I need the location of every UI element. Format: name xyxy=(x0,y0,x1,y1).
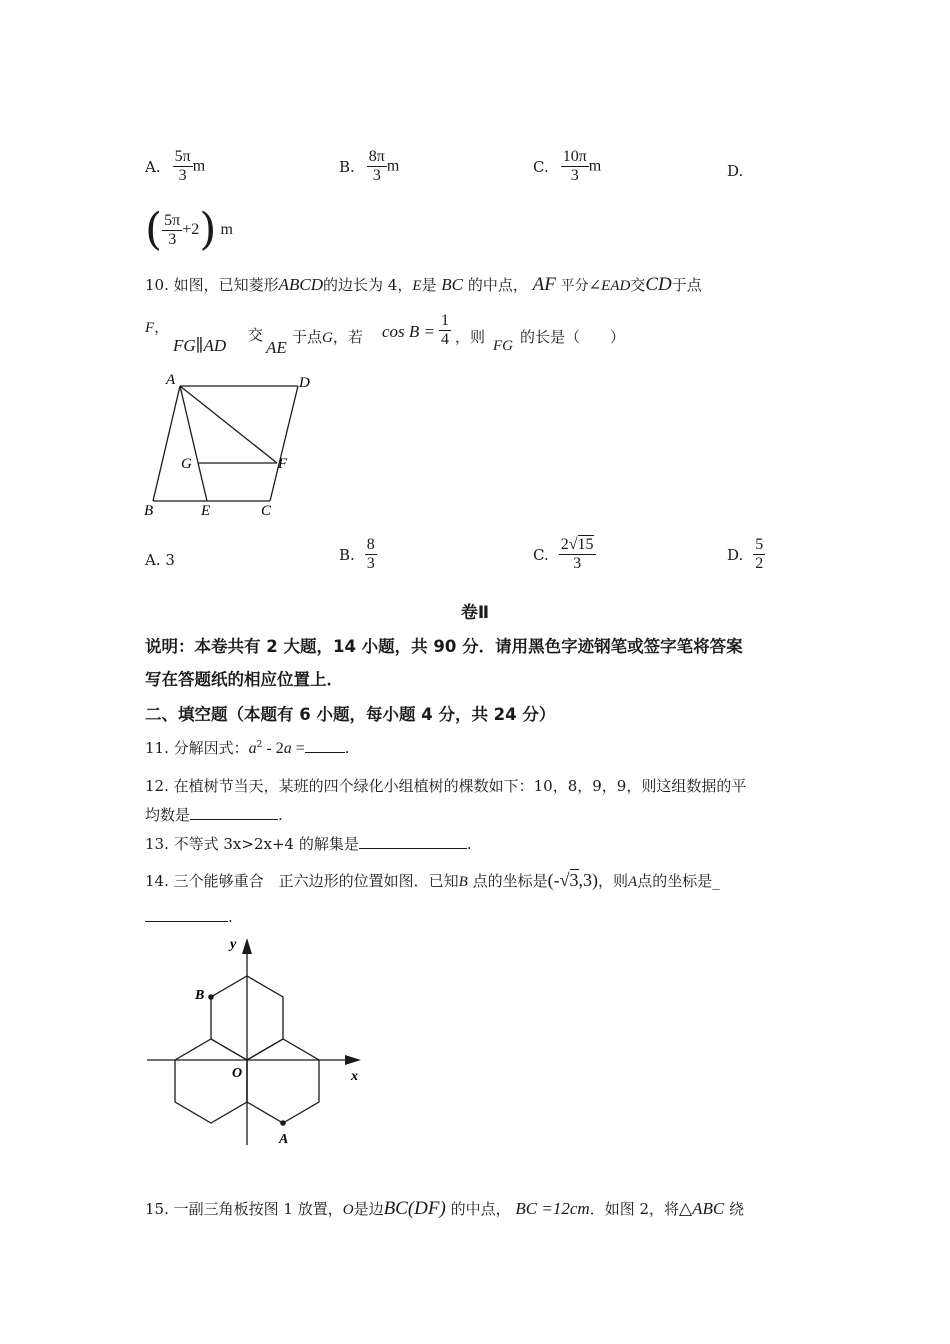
q12-line2 xyxy=(145,804,283,825)
equals: = xyxy=(291,740,305,757)
q10-line1 xyxy=(145,274,702,296)
coefficient: 2 xyxy=(560,536,569,553)
text: 14. 三个能够重合 正六边形的位置如图．已知 xyxy=(145,872,459,890)
coordinate-b xyxy=(548,869,598,890)
q9-option-b xyxy=(339,148,399,185)
numerator: 5π xyxy=(164,211,181,229)
answer-blank[interactable] xyxy=(305,738,345,753)
var-a: a xyxy=(248,740,257,757)
bc-length: BC =12cm xyxy=(515,1199,590,1218)
segment-af: AF xyxy=(532,274,556,295)
label-d: D xyxy=(299,375,310,391)
point-g: G xyxy=(322,330,333,346)
text: (- xyxy=(547,870,560,890)
text: ．如图 2，将 xyxy=(589,1200,680,1218)
q14-hexagon-figure xyxy=(140,932,370,1150)
segment-bc: BC xyxy=(441,275,464,294)
text: 平分 xyxy=(560,278,589,294)
option-label: B. xyxy=(339,157,355,176)
numerator: 1 xyxy=(441,312,449,329)
text: 15. 一副三角板按图 1 放置， xyxy=(145,1200,343,1218)
q10-option-d xyxy=(727,536,765,573)
denominator: 3 xyxy=(162,230,182,249)
radicand: 15 xyxy=(577,536,594,553)
y-axis-arrow xyxy=(242,938,252,954)
text: 的中点， xyxy=(450,1200,511,1218)
text: 的边长为 4， xyxy=(323,276,413,294)
point-a: A xyxy=(628,874,638,890)
section-heading: 二、填空题（本题有 6 小题，每小题 4 分，共 24 分） xyxy=(145,705,556,724)
point-b: B xyxy=(458,874,468,890)
numerator: 8 xyxy=(366,536,375,553)
numerator: 8π xyxy=(368,148,385,165)
q9-option-c xyxy=(533,148,601,185)
answer-blank[interactable] xyxy=(145,907,228,922)
unit: m xyxy=(386,157,400,175)
text: 点的坐标是 xyxy=(637,872,713,890)
fraction xyxy=(753,536,765,573)
q10-cos-text xyxy=(292,326,363,347)
label-b: B xyxy=(195,988,205,1003)
denominator: 2 xyxy=(755,555,764,572)
point-b-dot xyxy=(208,994,214,1000)
sqrt-sign: √ xyxy=(559,870,570,890)
q9-option-d-expression xyxy=(145,204,233,255)
text: 于点 xyxy=(292,328,323,346)
denominator: 3 xyxy=(561,166,589,185)
sqrt-sign: √ xyxy=(568,536,578,553)
unit: m xyxy=(192,157,206,175)
text: 10. 如图，已知菱形 xyxy=(145,276,279,294)
segment-bc-df: BC(DF) xyxy=(383,1198,446,1219)
label-f: F xyxy=(278,456,288,472)
text: 是 xyxy=(421,276,437,294)
radicand: 3 xyxy=(569,870,579,890)
denominator: 3 xyxy=(559,554,596,573)
q12-line1: 12. 在植树节当天，某班的四个绿化小组植树的棵数如下：10，8，9，9，则这组数据的平 xyxy=(145,777,747,795)
text: ，若 xyxy=(332,328,363,346)
segment-dc xyxy=(270,386,298,501)
text: 绕 xyxy=(728,1200,744,1218)
text: 13. 不等式 3x>2x+4 的解集是 xyxy=(145,835,359,853)
segment-ab xyxy=(153,386,180,501)
part2-heading: 卷Ⅱ xyxy=(460,603,490,623)
triangle-abc: △ABC xyxy=(679,1199,725,1218)
numerator: 10π xyxy=(562,148,587,165)
x-axis-arrow xyxy=(345,1055,361,1065)
text: 于点 xyxy=(671,276,702,294)
label-g: G xyxy=(181,456,192,472)
fraction xyxy=(561,148,589,185)
cos-fraction xyxy=(439,312,451,349)
text: 交 xyxy=(248,326,264,344)
part2-note-line1: 说明：本卷共有 2 大题，14 小题，共 90 分．请用黑色字迹钢笔或签字笔将答案 xyxy=(145,637,743,656)
text: . xyxy=(278,806,283,824)
point-o: O xyxy=(342,1202,354,1218)
point-a-dot xyxy=(280,1120,286,1126)
label-b: B xyxy=(144,503,154,519)
label-c: C xyxy=(261,503,272,519)
label-e: E xyxy=(201,503,211,519)
q9-option-a xyxy=(145,148,205,185)
q10-line2 xyxy=(145,312,626,357)
text: 是边 xyxy=(353,1200,384,1218)
plus-term: +2 xyxy=(182,221,200,238)
denominator: 4 xyxy=(441,331,449,348)
text: 交 xyxy=(630,276,646,294)
answer-blank[interactable] xyxy=(190,805,278,820)
text: 点的坐标是 xyxy=(472,872,548,890)
segment-af-line xyxy=(180,386,277,463)
fraction xyxy=(162,212,182,249)
q10-option-c xyxy=(533,536,596,573)
point-f: F xyxy=(145,320,155,336)
text: 的中点， xyxy=(467,276,528,294)
text: ,3) xyxy=(578,870,598,890)
unit: m xyxy=(220,221,233,238)
fraction xyxy=(367,148,387,185)
segment-ae: AE xyxy=(266,338,287,357)
q13 xyxy=(145,833,472,854)
label-a: A xyxy=(279,1132,289,1147)
q10-rhombus-figure xyxy=(140,368,330,520)
answer-blank[interactable] xyxy=(359,834,467,849)
label-y: y xyxy=(230,937,237,952)
denominator: 3 xyxy=(367,166,387,185)
label-o: O xyxy=(232,1066,243,1081)
cos-b: cos B = xyxy=(382,322,436,341)
exponent: 2 xyxy=(256,740,263,750)
option-label: D. xyxy=(727,545,744,564)
hexagon-right xyxy=(247,1039,319,1123)
segment-fg: FG xyxy=(493,338,513,354)
point-e: E xyxy=(412,278,422,294)
text: ，则 xyxy=(598,872,629,890)
denominator: 3 xyxy=(173,166,193,185)
rhombus-name: ABCD xyxy=(278,275,324,294)
left-paren: ( xyxy=(145,204,163,255)
angle-ead: ∠EAD xyxy=(588,278,631,294)
denominator: 3 xyxy=(366,555,375,572)
q15-line1 xyxy=(145,1198,744,1220)
text: 均数是 xyxy=(145,806,191,824)
segment-ae-line xyxy=(180,386,207,501)
var-a2: a xyxy=(283,740,292,757)
text: . xyxy=(466,835,472,853)
option-label: C. xyxy=(533,545,549,564)
text: ， xyxy=(154,318,170,336)
numerator xyxy=(559,536,596,554)
text: _ xyxy=(712,872,720,890)
option-label: C. xyxy=(533,157,549,176)
minus-term: - 2 xyxy=(262,740,284,757)
text: 11. 分解因式： xyxy=(145,739,249,757)
numerator: 5π xyxy=(174,148,191,165)
label-x: x xyxy=(351,1069,358,1084)
option-label: A. xyxy=(145,157,161,176)
numerator: 5 xyxy=(755,536,764,553)
segment-cd: CD xyxy=(645,274,672,295)
q9-option-d-label: D. xyxy=(727,162,744,180)
hexagon-left xyxy=(175,1039,247,1123)
q11 xyxy=(145,737,350,758)
text: . xyxy=(344,739,350,757)
q10-option-a: A. 3 xyxy=(145,551,175,569)
q14-line1 xyxy=(145,870,720,891)
parallel-fg-ad: FG∥AD xyxy=(173,336,227,355)
q10-option-b xyxy=(339,536,377,573)
label-a: A xyxy=(166,372,176,388)
right-paren: ) xyxy=(199,204,217,255)
fraction xyxy=(559,536,596,573)
text: . xyxy=(228,908,233,926)
text: 的长是（ ） xyxy=(520,328,626,346)
fraction xyxy=(365,536,377,573)
text: ，则 xyxy=(455,328,486,346)
option-label: B. xyxy=(339,545,355,564)
unit: m xyxy=(588,157,602,175)
fraction xyxy=(173,148,193,185)
q14-line2 xyxy=(145,907,233,926)
part2-note-line2: 写在答题纸的相应位置上． xyxy=(145,670,343,689)
